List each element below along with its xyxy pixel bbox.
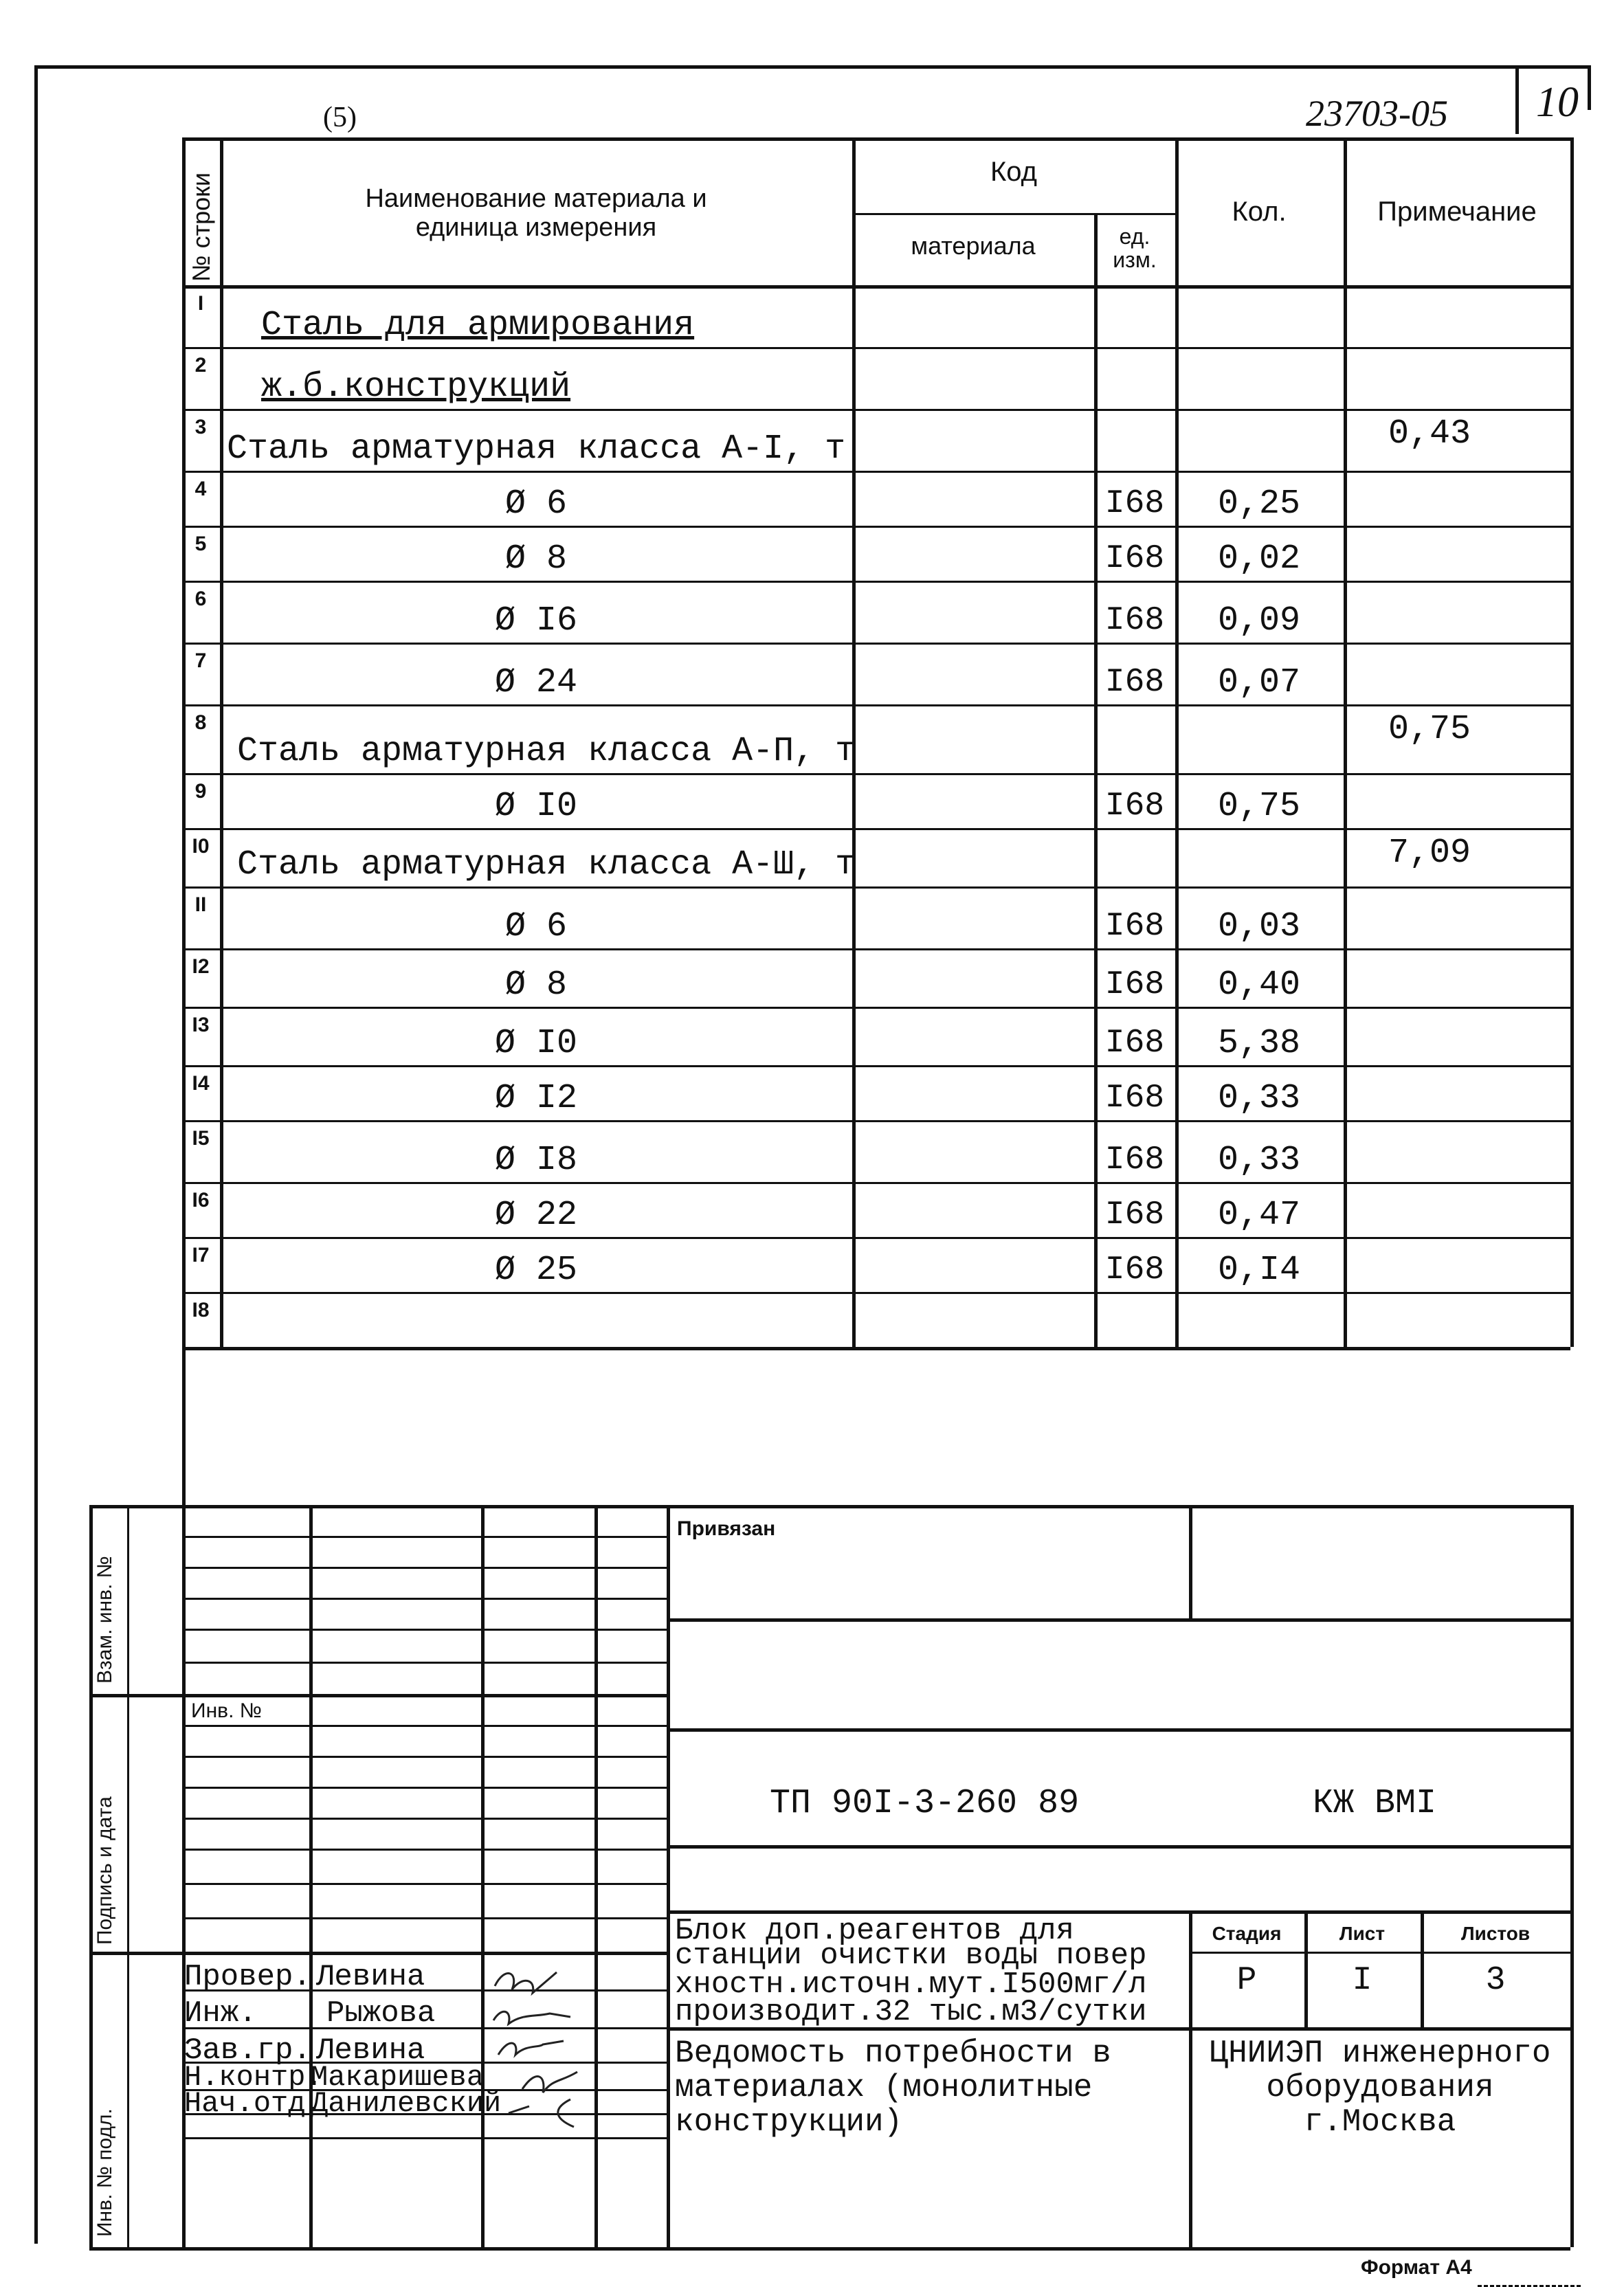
- project-code: ТП 90I-3-260 89: [770, 1784, 1080, 1823]
- row-divider: [182, 1182, 1570, 1184]
- row-number: I2: [192, 955, 210, 978]
- stamp-privyazan: Привязан: [677, 1517, 776, 1540]
- unit-code: I68: [1104, 485, 1165, 522]
- col-qty: Кол.: [1232, 197, 1287, 227]
- stamp-title-line4: производит.32 тыс.м3/сутки: [675, 1995, 1147, 2029]
- signer-role: Нач.отд.: [184, 2087, 323, 2120]
- material-name: Ø I6: [494, 601, 578, 640]
- side-vzam-inv: Взам. инв. №: [93, 1556, 116, 1684]
- row-number: II: [194, 893, 207, 916]
- stage-label: Стадия: [1212, 1923, 1282, 1944]
- unit-code: I68: [1104, 664, 1165, 701]
- quantity: 0,40: [1217, 966, 1301, 1005]
- row-divider: [182, 581, 1570, 583]
- note: 7,09: [1388, 834, 1471, 873]
- signer-name: Данилевский: [311, 2087, 502, 2120]
- col-code: Код: [990, 157, 1038, 187]
- unit-code: I68: [1104, 1141, 1165, 1179]
- material-name: Ø 6: [504, 484, 568, 524]
- row-divider: [182, 526, 1570, 528]
- sheet-number: 10: [1536, 79, 1579, 126]
- signer-role: Н.контр.: [184, 2061, 323, 2094]
- row-divider: [182, 643, 1570, 645]
- signer-role: Провер.: [184, 1960, 311, 1994]
- unit-code: I68: [1104, 908, 1165, 945]
- row-number: I7: [192, 1244, 210, 1267]
- stamp-title-line1: Блок доп.реагентов для: [675, 1914, 1074, 1948]
- unit-code: I68: [1104, 602, 1165, 639]
- row-number: I0: [192, 835, 210, 858]
- row-number: I3: [192, 1014, 210, 1036]
- unit-code: I68: [1104, 1251, 1165, 1288]
- row-number: 9: [194, 780, 207, 803]
- sheet-number-divider: [1515, 65, 1519, 134]
- material-name: Сталь арматурная класса А-П, т: [237, 732, 856, 771]
- col-note: Примечание: [1377, 197, 1537, 227]
- note: 0,75: [1388, 710, 1471, 749]
- signer-name: Рыжова: [326, 1996, 436, 2031]
- unit-code: I68: [1104, 1196, 1165, 1234]
- quantity: 0,03: [1217, 907, 1301, 946]
- row-divider: [182, 1347, 1570, 1349]
- signer-name: Левина: [316, 2033, 425, 2068]
- material-name: Ø I0: [494, 787, 578, 826]
- col-code-unit-line1: ед.: [1119, 224, 1150, 249]
- unit-code: I68: [1104, 788, 1165, 825]
- material-name: Ø 8: [504, 539, 568, 579]
- quantity: 0,25: [1217, 484, 1301, 524]
- material-name: Ø 22: [494, 1196, 578, 1235]
- sheet-title-line3: конструкции): [675, 2104, 903, 2140]
- material-name: Ø 6: [504, 907, 568, 946]
- row-divider: [182, 828, 1570, 830]
- quantity: 0,07: [1217, 663, 1301, 702]
- signer-role: Инж.: [184, 1996, 257, 2031]
- sheet-label: Лист: [1339, 1923, 1386, 1944]
- material-name: Сталь арматурная класса А-I, т: [227, 429, 846, 469]
- page-marker: (5): [323, 102, 357, 133]
- org-line2: оборудования: [1266, 2070, 1494, 2106]
- row-divider: [182, 1292, 1570, 1294]
- quantity: 0,02: [1217, 539, 1301, 579]
- unit-code: I68: [1104, 1080, 1165, 1117]
- frame-left: [34, 65, 38, 2244]
- col-name-line2: единица измерения: [415, 213, 657, 242]
- col-code-unit-line2: изм.: [1113, 247, 1157, 272]
- material-name: Сталь арматурная класса А-Ш, т: [237, 845, 856, 884]
- row-number: I8: [192, 1299, 210, 1321]
- sheets-label: Листов: [1460, 1923, 1531, 1944]
- quantity: 0,33: [1217, 1141, 1301, 1180]
- row-divider: [182, 1237, 1570, 1239]
- quantity: 0,09: [1217, 601, 1301, 640]
- stage-value: Р: [1236, 1962, 1257, 1999]
- stamp-title-line2: станции очистки воды повер: [675, 1939, 1147, 1973]
- row-divider: [182, 704, 1570, 706]
- material-name: Ø I2: [494, 1079, 578, 1118]
- row-number: I4: [192, 1072, 210, 1095]
- material-name: ж.б.конструкций: [261, 368, 571, 407]
- row-number: 5: [194, 533, 207, 555]
- signer-name: Макаришева: [311, 2061, 485, 2094]
- material-name: Ø 24: [494, 663, 578, 702]
- unit-code: I68: [1104, 540, 1165, 577]
- signer-role: Зав.гр.: [184, 2033, 311, 2068]
- row-divider: [182, 948, 1570, 950]
- row-number: 3: [194, 416, 207, 438]
- quantity: 0,33: [1217, 1079, 1301, 1118]
- quantity: 5,38: [1217, 1024, 1301, 1063]
- stamp-inv-no: Инв. №: [191, 1699, 262, 1722]
- row-divider: [182, 409, 1570, 411]
- side-podpis-data: Подпись и дата: [93, 1796, 116, 1945]
- quantity: 0,75: [1217, 787, 1301, 826]
- row-number: 6: [194, 588, 207, 610]
- sheet-title-line1: Ведомость потребности в: [675, 2035, 1111, 2071]
- stamp-title-line3: хностн.источн.мут.I500мг/л: [675, 1967, 1147, 2002]
- material-name: Сталь для армирования: [261, 306, 695, 345]
- row-number: 4: [194, 478, 207, 500]
- doc-number: 23703-05: [1306, 93, 1448, 134]
- col-name-line1: Наименование материала и: [365, 184, 707, 213]
- quantity: 0,47: [1217, 1196, 1301, 1235]
- note: 0,43: [1388, 414, 1471, 454]
- sheet-value: I: [1352, 1962, 1372, 1999]
- col-row-no: № строки: [187, 172, 215, 282]
- sheets-value: 3: [1485, 1962, 1506, 1999]
- row-divider: [182, 347, 1570, 349]
- frame-right: [1588, 65, 1591, 110]
- row-divider: [182, 773, 1570, 775]
- material-name: Ø 8: [504, 966, 568, 1005]
- col-code-material: материала: [911, 232, 1036, 260]
- material-name: Ø I8: [494, 1141, 578, 1180]
- signatures: [481, 1952, 667, 2141]
- format-label: Формат А4: [1361, 2256, 1472, 2279]
- org-line1: ЦНИИЭП инженерного: [1209, 2035, 1551, 2071]
- org-line3: г.Москва: [1304, 2104, 1456, 2140]
- material-name: Ø I0: [494, 1024, 578, 1063]
- row-number: 7: [194, 649, 207, 672]
- sheet-title-line2: материалах (монолитные: [675, 2070, 1093, 2106]
- row-number: I: [197, 292, 204, 315]
- side-inv-podl: Инв. № подл.: [93, 2108, 116, 2237]
- doc-code: КЖ ВМI: [1313, 1784, 1437, 1823]
- row-number: 2: [194, 354, 207, 377]
- quantity: 0,I4: [1217, 1251, 1301, 1290]
- row-number: I6: [192, 1189, 210, 1212]
- row-number: I5: [192, 1127, 210, 1150]
- unit-code: I68: [1104, 966, 1165, 1003]
- frame-top: [34, 65, 1589, 69]
- row-divider: [182, 1065, 1570, 1067]
- unit-code: I68: [1104, 1025, 1165, 1062]
- signer-name: Левина: [316, 1960, 425, 1994]
- row-divider: [182, 1007, 1570, 1009]
- row-divider: [182, 1120, 1570, 1122]
- material-name: Ø 25: [494, 1251, 578, 1290]
- row-divider: [182, 886, 1570, 889]
- row-number: 8: [194, 711, 207, 734]
- row-divider: [182, 471, 1570, 473]
